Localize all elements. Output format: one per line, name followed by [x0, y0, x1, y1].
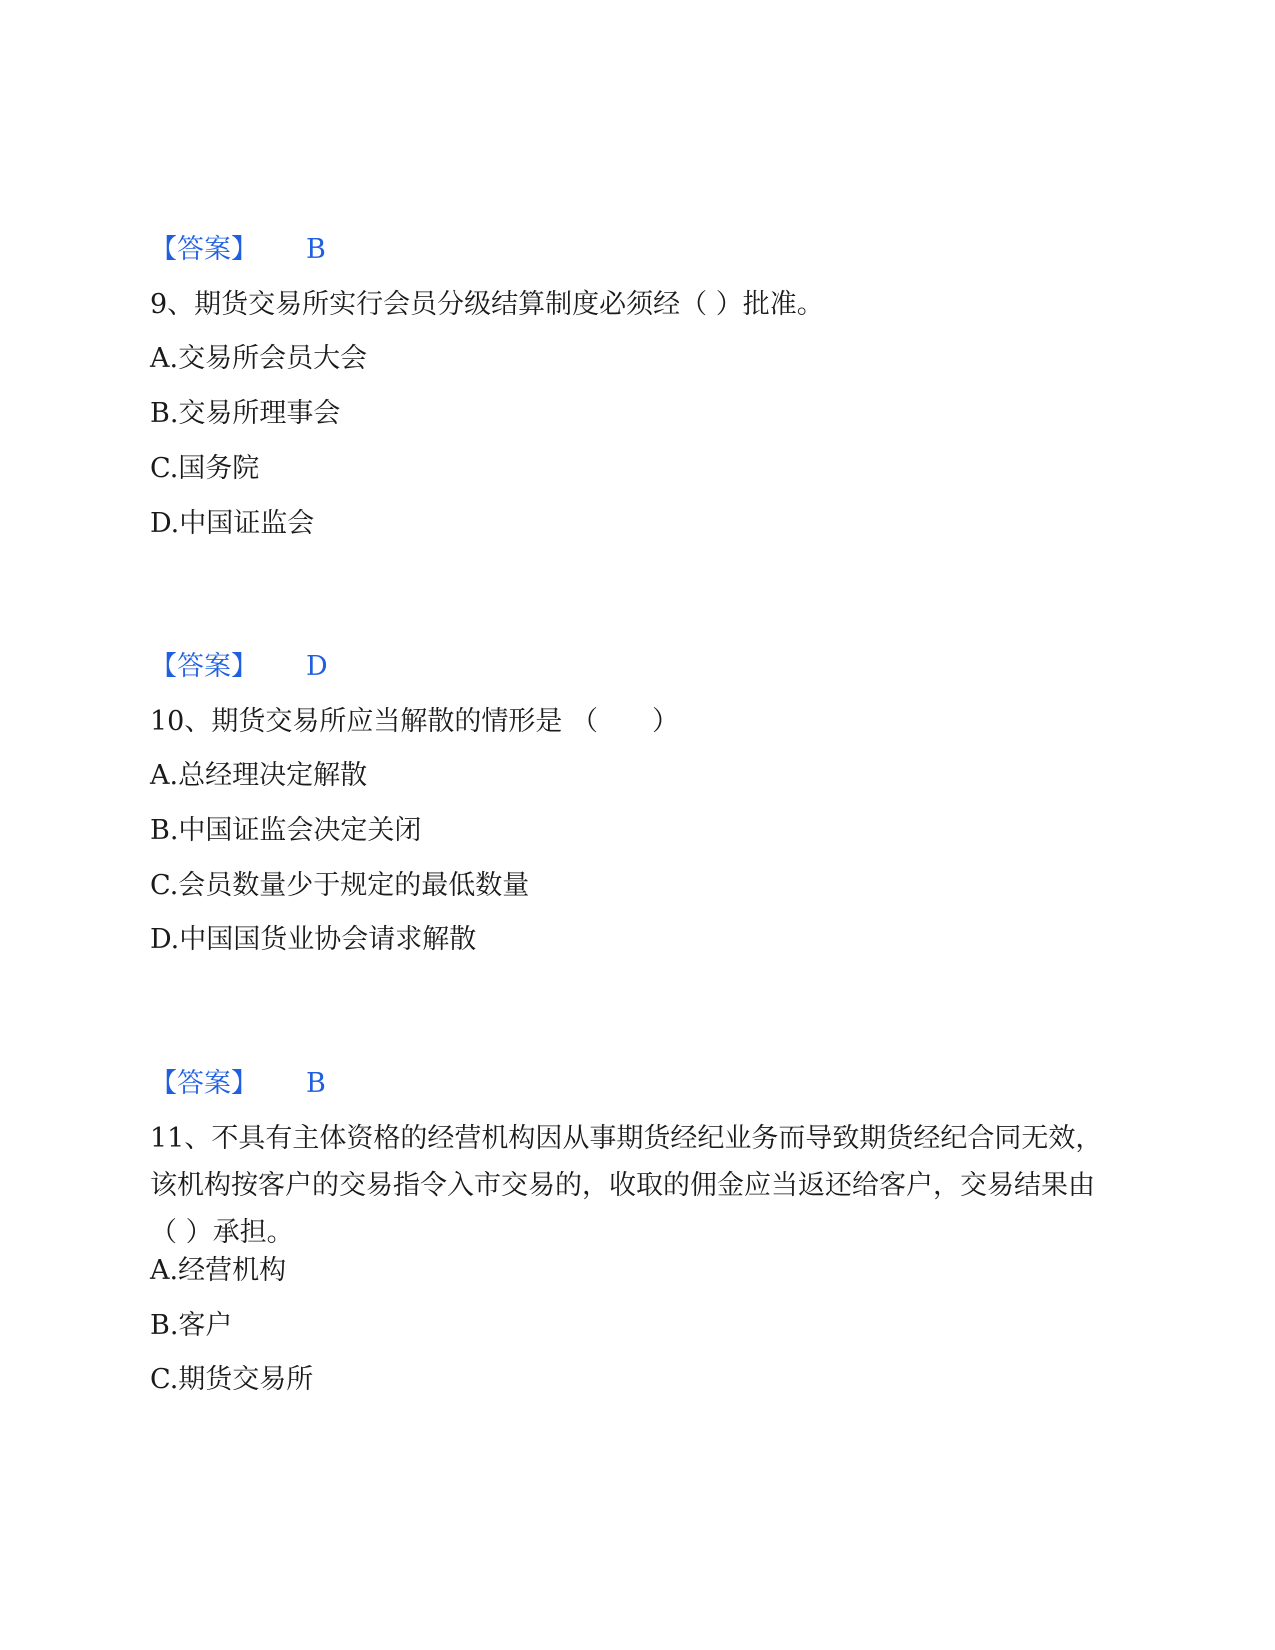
question-9-option-a: A.交易所会员大会	[150, 343, 368, 374]
answer-value: D	[306, 651, 328, 682]
question-9-text: 9、期货交易所实行会员分级结算制度必须经（ ）批准。	[150, 289, 824, 320]
question-10-option-c: C.会员数量少于规定的最低数量	[150, 870, 530, 901]
question-9-option-c: C.国务院	[150, 453, 260, 484]
question-11-text: 11、不具有主体资格的经营机构因从事期货经纪业务而导致期货经纪合同无效，该机构按客户的交易指令入市交易的，收取的佣金应当返还给客户，交易结果由（ ）承担。	[150, 1123, 1103, 1248]
answer-label: 【答案】	[150, 234, 258, 265]
question-10-option-b: B.中国证监会决定关闭	[150, 815, 422, 846]
question-11-option-a: A.经营机构	[150, 1255, 287, 1286]
question-11-option-b: B.客户	[150, 1310, 233, 1341]
answer-value: B	[306, 234, 326, 265]
question-10-text: 10、期货交易所应当解散的情形是 （ ）	[150, 706, 679, 737]
answer-line	[150, 1067, 326, 1101]
question-10-option-d: D.中国国货业协会请求解散	[150, 924, 477, 955]
answer-line	[150, 650, 328, 684]
question-9-option-d: D.中国证监会	[150, 508, 315, 539]
question-9-option-b: B.交易所理事会	[150, 398, 341, 429]
answer-value: B	[306, 1068, 326, 1099]
question-10-option-a: A.总经理决定解散	[150, 760, 368, 791]
answer-label: 【答案】	[150, 651, 258, 682]
question-11-option-c: C.期货交易所	[150, 1364, 314, 1395]
answer-label: 【答案】	[150, 1068, 258, 1099]
answer-line	[150, 233, 326, 267]
